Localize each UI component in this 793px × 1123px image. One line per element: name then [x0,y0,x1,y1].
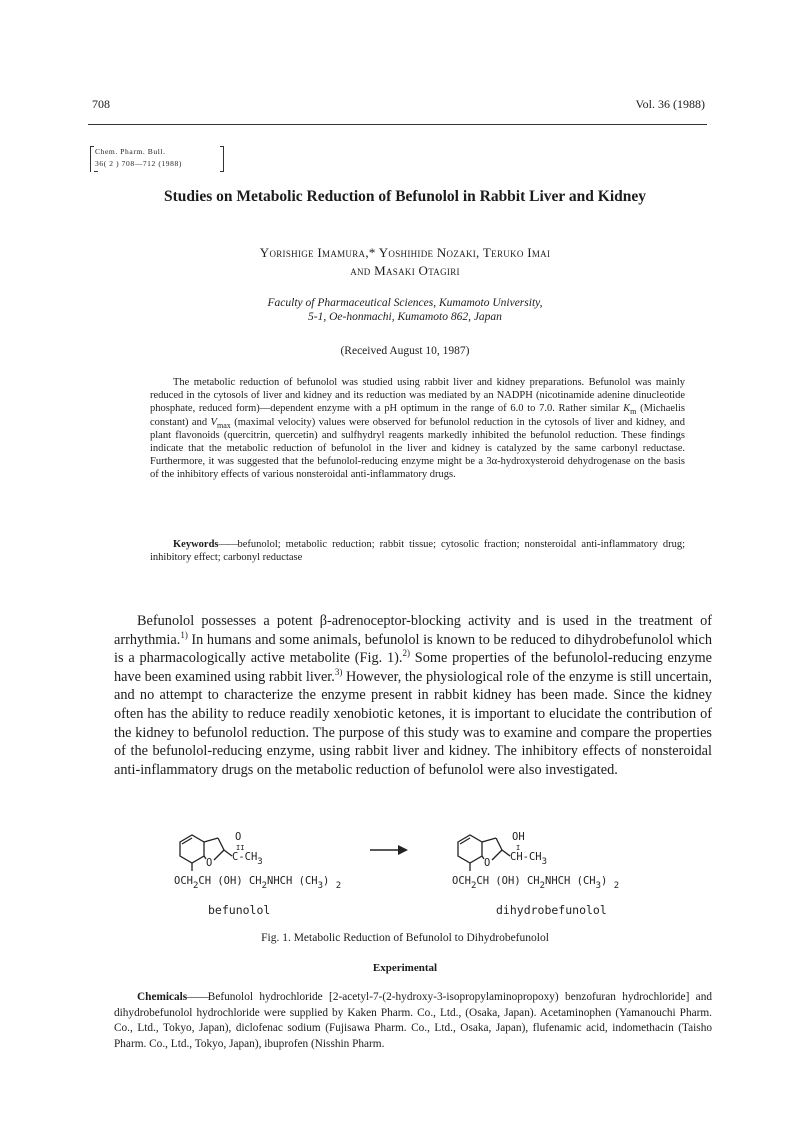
befunolol-label: befunolol [208,903,271,917]
abstract-part-1: The metabolic reduction of befunolol was studied using rabbit liver and kidney preparations. Befunolol was mainly reduced in the cytosols of liver and kidney and its reduction was mediated by an NADPH (nicotinamide adenine dinucleotide phosphate, reduced form)—dependent enzyme with a pH optimum in the range of 6.0 to 7.0. Rather similar [150,377,685,415]
right-carbinol-group: CH-CH3 [510,851,548,867]
vmax-subscript: max [216,420,231,430]
chemicals-dash: —— [187,991,208,1003]
furan-bond-right-b [496,838,502,850]
intro-sentence-4: However, the physiological role of the enzyme is still uncertain, and no attempt to characterize the enzyme present in rabbit kidney has been made. Since the kidney often has the ability to reduce readily xenobiotic ketones, it is important to elucidate the contribution of the kidney to befunolol reduction. The purpose of this study was to examine and compare the properties of the befunolol-reducing enzyme, using rabbit liver and kidney. The inhibitory effects of nonsteroidal anti-inflammatory drugs on the metabolic reduction of befunolol were also investigated. [114,668,712,778]
ref-1: 1) [180,629,188,640]
aromatic-bond-left [182,838,192,844]
furan-bond-left-a [204,838,218,842]
citation-journal: Chem. Pharm. Bull. [95,147,166,156]
furan-bond-left-b [218,838,224,850]
vmax-symbol: V [210,416,217,428]
right-side-chain: OCH2CH (OH) CH2NHCH (CH3) 2 [452,875,620,891]
ref-3: 3) [334,667,343,678]
affiliation [150,296,660,324]
carbinol-link-right [502,850,510,856]
received-date: (Received August 10, 1987) [340,345,470,357]
chemicals-text: Befunolol hydrochloride [2-acetyl-7-(2-hydroxy-3-isopropylaminopropoxy) benzofuran hydrochloride] and dihydrobefunolol hydrochloride were supplied by Kaken Pharm. Co., Ltd., (Osaka, Japan). Acetaminophen (Yamanouchi Pharm. Co., Ltd., Tokyo, Japan), diclofenac sodium (Fujisawa Pharm. Co., Ltd., Osaka, Japan), flufenamic acid, indomethacin (Taisho Pharm. Co., Ltd., Tokyo, Japan), ibuprofen (Nisshin Pharm. [114,991,712,1050]
left-ring-oxygen: O [206,857,213,869]
left-acetyl-group: C-CH3 [232,851,263,867]
benzene-ring-left [180,835,204,863]
header-rule [88,124,707,125]
furan-bond-right-a [482,838,496,842]
abstract-part-2: (Michaelis constant) and [150,403,685,428]
left-double-bond: II [236,844,245,852]
intro-sentence-2: In humans and some animals, befunolol is known to be reduced to dihydrobefunolol which is a pharmacologically active metabolite (Fig. 1). [114,631,712,667]
keywords-text: befunolol; metabolic reduction; rabbit tissue; cytosolic fraction; nonsteroidal anti-inflammatory drug; inhibitory effect; carbonyl reductase [150,539,685,564]
page-number: 708 [92,97,110,111]
author-list [150,244,660,280]
paper-title: Studies on Metabolic Reduction of Befunolol in Rabbit Liver and Kidney [164,188,646,205]
keywords-label: Keywords [173,539,219,550]
left-side-chain: OCH2CH (OH) CH2NHCH (CH3) 2 [174,875,342,891]
carbonyl-link-left [224,850,232,856]
right-ring-oxygen: O [484,857,491,869]
abstract-part-3: (maximal velocity) values were observed for befunolol reduction in the cytosols of liver and kidney, and plant flavonoids (quercitrin, quercetin) and sulfhydryl reagents markedly inhibited the befunolol reduction. These findings indicate that the metabolic reduction of befunolol in the liver and kidney is catalyzed by the same carbonyl reductase. Furthermore, it was suggested that the befunolol-reducing enzyme might be a 3α-hydroxysteroid dehydrogenase on the basis of the inhibitory effects of various nonsteroidal anti-inflammatory drugs. [150,416,685,481]
left-carbonyl-oxygen: O [235,831,242,843]
abstract [150,376,685,482]
km-subscript: m [630,407,637,417]
volume-info: Vol. 36 (1988) [635,97,705,111]
ref-2: 2) [402,648,410,659]
furan-bond-right-c [492,850,502,860]
km-symbol: K [623,403,631,415]
figure-1-caption: Fig. 1. Metabolic Reduction of Befunolol to Dihydrobefunolol [261,932,549,944]
affiliation-line-1: Faculty of Pharmaceutical Sciences, Kumamoto University, [267,297,543,309]
citation-issue: 36( 2 ) 708—712 (1988) [95,159,182,168]
section-heading-experimental: Experimental [372,962,438,974]
right-hydroxyl: OH [512,831,525,843]
right-single-bond: I [516,844,521,852]
authors-line-1: Yorishige Imamura,* Yoshihide Nozaki, Teruko Imai [259,245,551,260]
experimental-chemicals-paragraph [114,990,712,1052]
authors-line-2: and Masaki Otagiri [350,263,460,278]
introduction-paragraph [114,612,712,779]
benzene-ring-right [458,835,482,863]
intro-sentence-3: Some properties of the befunolol-reducing enzyme have been examined using rabbit liver. [114,650,712,685]
reaction-arrow [370,845,408,855]
aromatic-bond-right [460,838,470,844]
intro-sentence-1: Befunolol possesses a potent β-adrenoceptor-blocking activity and is used in the treatment of arrhythmia. [114,613,712,648]
keywords [150,538,685,564]
chemicals-label: Chemicals [137,991,188,1003]
dihydrobefunolol-label: dihydrobefunolol [496,903,607,917]
journal-citation-box [90,146,224,172]
furan-bond-left-c [214,850,224,860]
affiliation-line-2: 5-1, Oe-honmachi, Kumamoto 862, Japan [308,311,502,323]
keywords-dash: —— [218,539,238,550]
